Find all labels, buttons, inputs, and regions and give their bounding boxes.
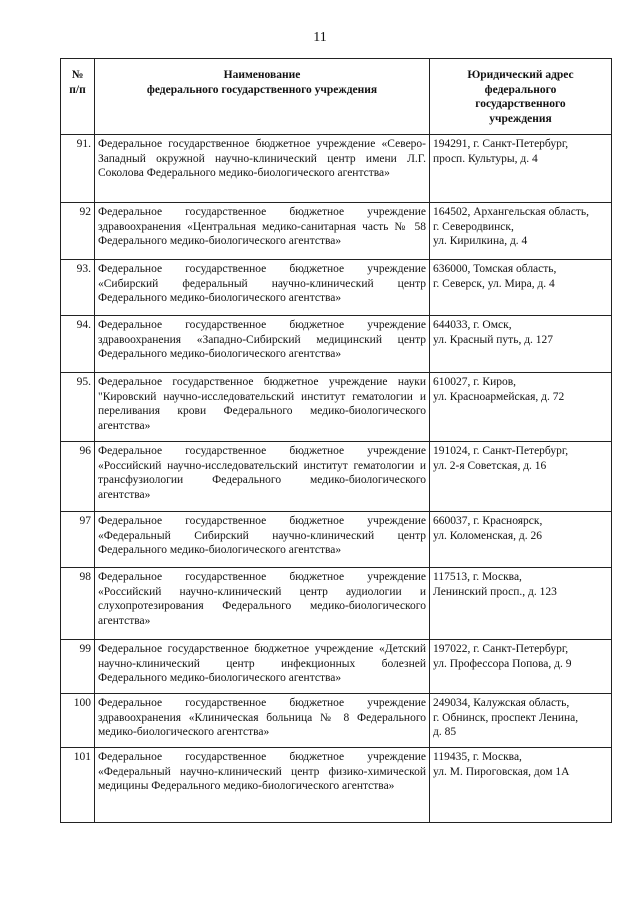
address-line: г. Обнинск, проспект Ленина, xyxy=(433,711,579,724)
address-line: 636000, Томская область, xyxy=(433,263,557,275)
institution-name: Федеральное государственное бюджетное учреждение науки "Кировский научно-исследовательский институт гематологии и переливания крови Федерального медико-биологического агентства» xyxy=(95,373,430,442)
header-name: Наименование федерального государственного учреждения xyxy=(95,59,430,135)
table-row xyxy=(61,203,612,260)
institution-name: Федеральное государственное бюджетное учреждение здравоохранения «Западно-Сибирский медицинский центр Федерального медико-биологического агентства» xyxy=(95,316,430,373)
institution-name: Федеральное государственное бюджетное учреждение «Северо-Западный окружной научно-клинический центр имени Л.Г. Соколова Федерального медико-биологического агентства» xyxy=(95,135,430,203)
table-row xyxy=(61,748,612,823)
header-address: Юридический адрес федерального государственного учреждения xyxy=(430,59,612,135)
address-line: ул. Коломенская, д. 26 xyxy=(433,529,542,542)
table-row xyxy=(61,135,612,203)
institution-name: Федеральное государственное бюджетное учреждение здравоохранения «Клиническая больница № 8 Федерального медико-биологического агентства» xyxy=(95,694,430,748)
address-line: ул. 2-я Советская, д. 16 xyxy=(433,459,547,472)
address-line: 660037, г. Красноярск, xyxy=(433,515,543,527)
address-line: ул. Профессора Попова, д. 9 xyxy=(433,657,572,670)
address-line: 119435, г. Москва, xyxy=(433,751,522,763)
row-number: 100 xyxy=(61,694,95,748)
page-number: 11 xyxy=(313,30,327,45)
address-line: 610027, г. Киров, xyxy=(433,376,517,388)
address-line: ул. Красный путь, д. 127 xyxy=(433,333,554,346)
legal-address xyxy=(430,442,612,512)
row-number: 93. xyxy=(61,260,95,316)
institution-name: Федеральное государственное бюджетное учреждение «Детский научно-клинический центр инфекционных болезней Федерального медико-биологического агентства» xyxy=(95,640,430,694)
address-line: 164502, Архангельская область, xyxy=(433,206,590,218)
row-number: 98 xyxy=(61,568,95,640)
legal-address xyxy=(430,373,612,442)
address-line: ул. Кирилкина, д. 4 xyxy=(433,235,528,247)
institution-name: Федеральное государственное бюджетное учреждение «Сибирский федеральный научно-клинический центр Федерального медико-биологического агентства» xyxy=(95,260,430,316)
institution-name: Федеральное государственное бюджетное учреждение здравоохранения «Центральная медико-санитарная часть № 58 Федерального медико-биологического агентства» xyxy=(95,203,430,260)
legal-address xyxy=(430,640,612,694)
table-row xyxy=(61,442,612,512)
table-row xyxy=(61,373,612,442)
address-line: 194291, г. Санкт-Петербург, xyxy=(433,138,569,150)
legal-address xyxy=(430,512,612,568)
address-line: ул. Красноармейская, д. 72 xyxy=(433,390,565,403)
table-row xyxy=(61,316,612,373)
legal-address xyxy=(430,260,612,316)
row-number: 99 xyxy=(61,640,95,694)
row-number: 95. xyxy=(61,373,95,442)
row-number: 96 xyxy=(61,442,95,512)
table-header-row xyxy=(61,59,612,135)
address-line: 644033, г. Омск, xyxy=(433,319,512,331)
row-number: 91. xyxy=(61,135,95,203)
address-line: д. 85 xyxy=(433,726,457,738)
address-line: г. Северодвинск, xyxy=(433,220,514,233)
institutions-table xyxy=(60,58,612,823)
legal-address xyxy=(430,694,612,748)
table-row xyxy=(61,568,612,640)
legal-address xyxy=(430,568,612,640)
address-line: 191024, г. Санкт-Петербург, xyxy=(433,445,569,457)
institution-name: Федеральное государственное бюджетное учреждение «Федеральный научно-клинический центр физико-химической медицины Федерального медико-биологического агентства» xyxy=(95,748,430,823)
address-line: 117513, г. Москва, xyxy=(433,571,522,583)
legal-address xyxy=(430,316,612,373)
address-line: Ленинский просп., д. 123 xyxy=(433,585,557,598)
address-line: 197022, г. Санкт-Петербург, xyxy=(433,643,569,655)
row-number: 101 xyxy=(61,748,95,823)
legal-address xyxy=(430,748,612,823)
institution-name: Федеральное государственное бюджетное учреждение «Российский научно-исследовательский институт гематологии и трансфузиологии Федерального медико-биологического агентства» xyxy=(95,442,430,512)
row-number: 97 xyxy=(61,512,95,568)
address-line: 249034, Калужская область, xyxy=(433,697,570,709)
institution-name: Федеральное государственное бюджетное учреждение «Федеральный Сибирский научно-клинический центр Федерального медико-биологического агентства» xyxy=(95,512,430,568)
address-line: г. Северск, ул. Мира, д. 4 xyxy=(433,277,555,290)
institution-name: Федеральное государственное бюджетное учреждение «Российский научно-клинический центр аудиологии и слухопротезирования Федерального медико-биологического агентства» xyxy=(95,568,430,640)
row-number: 92 xyxy=(61,203,95,260)
table-row xyxy=(61,512,612,568)
legal-address xyxy=(430,203,612,260)
address-line: просп. Культуры, д. 4 xyxy=(433,152,538,165)
table-row xyxy=(61,640,612,694)
address-line: ул. М. Пироговская, дом 1А xyxy=(433,765,570,778)
row-number: 94. xyxy=(61,316,95,373)
table-row xyxy=(61,694,612,748)
table-row xyxy=(61,260,612,316)
header-num: № п/п xyxy=(61,59,95,135)
legal-address xyxy=(430,135,612,203)
